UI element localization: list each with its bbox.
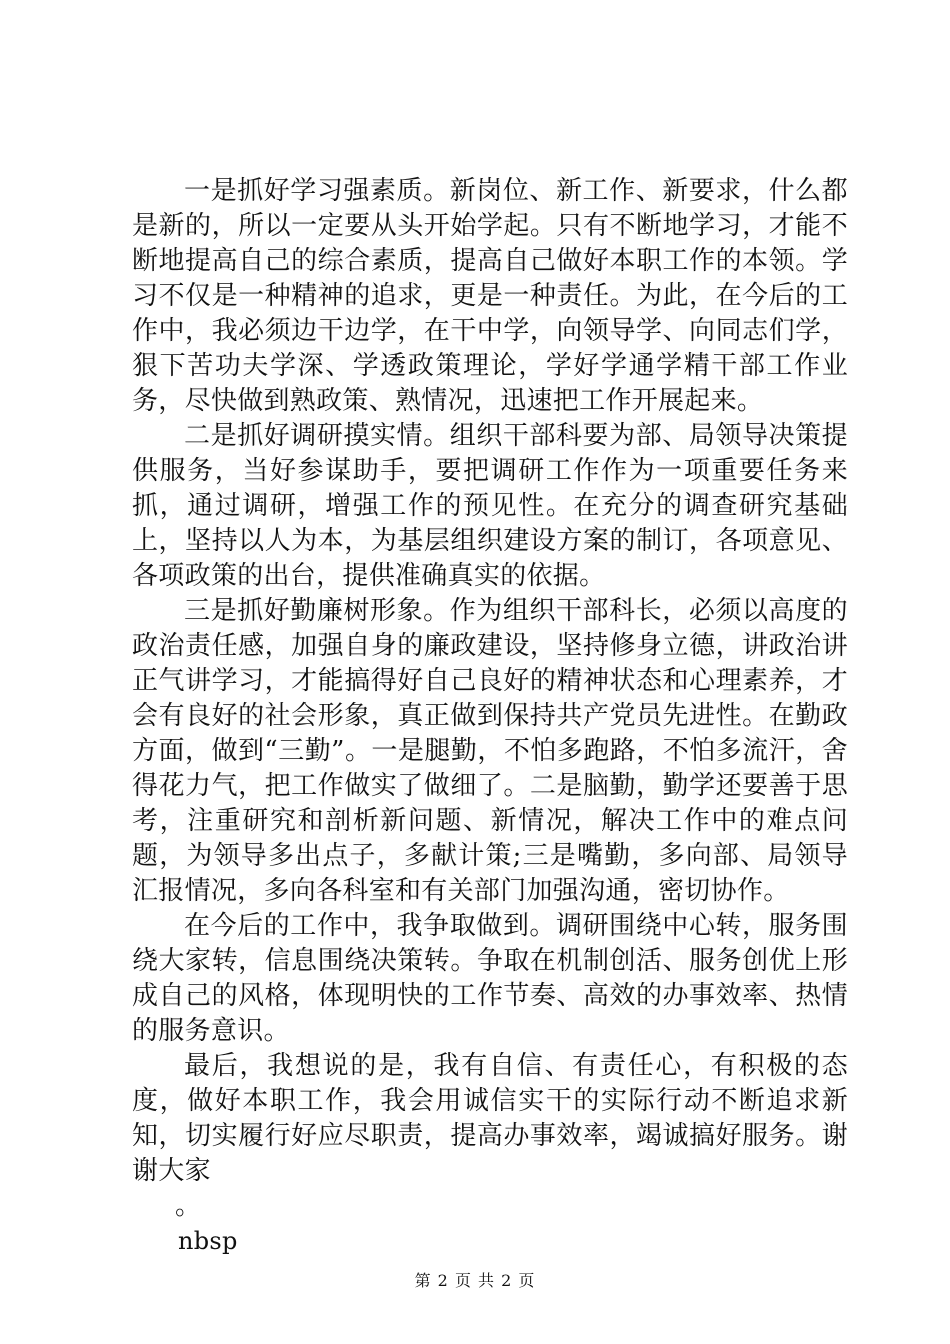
paragraph-future-work: 在今后的工作中，我争取做到。调研围绕中心转，服务围绕大家转，信息围绕决策转。争取在机制创活、服务创优上形成自己的风格，体现明快的工作节奏、高效的办事效率、热情的服务意识。 [132, 911, 848, 1046]
trailing-nbsp-text: nbsp [178, 1227, 238, 1255]
page-footer: 第 2 页 共 2 页 [414, 1271, 536, 1290]
paragraph-research: 二是抓好调研摸实情。组织干部科要为部、局领导决策提供服务，当好参谋助手，要把调研工作作为一项重要任务来抓，通过调研，增强工作的预见性。在充分的调查研究基础上，坚持以人为本，为基层组织建设方案的制订，各项意见、各项政策的出台，提供准确真实的依据。 [132, 421, 848, 591]
document-body [132, 174, 848, 1259]
paragraph-study: 一是抓好学习强素质。新岗位、新工作、新要求，什么都是新的，所以一定要从头开始学起。只有不断地学习，才能不断地提高自己的综合素质，提高自己做好本职工作的本领。学习不仅是一种精神的追求，更是一种责任。为此，在今后的工作中，我必须边干边学，在干中学，向领导学、向同志们学，狠下苦功夫学深、学透政策理论，学好学通学精干部工作业务，尽快做到熟政策、熟情况，迅速把工作开展起来。 [132, 176, 848, 416]
trailing-period: 。 [175, 1191, 202, 1221]
paragraph-integrity: 三是抓好勤廉树形象。作为组织干部科长，必须以高度的政治责任感，加强自身的廉政建设，坚持修身立德，讲政治讲正气讲学习，才能搞得好自己良好的精神状态和心理素养，才会有良好的社会形象，真正做到保持共产党员先进性。在勤政方面，做到“三勤”。一是腿勤，不怕多跑路，不怕多流汗，舍得花力气，把工作做实了做细了。二是脑勤，勤学还要善于思考，注重研究和剖析新问题、新情况，解决工作中的难点问题，为领导多出点子，多献计策;三是嘴勤，多向部、局领导汇报情况，多向各科室和有关部门加强沟通，密切协作。 [132, 596, 848, 906]
paragraph-closing: 最后，我想说的是，我有自信、有责任心，有积极的态度，做好本职工作，我会用诚信实干的实际行动不断追求新知，切实履行好应尽职责，提高办事效率，竭诚搞好服务。谢谢大家 [132, 1051, 848, 1186]
